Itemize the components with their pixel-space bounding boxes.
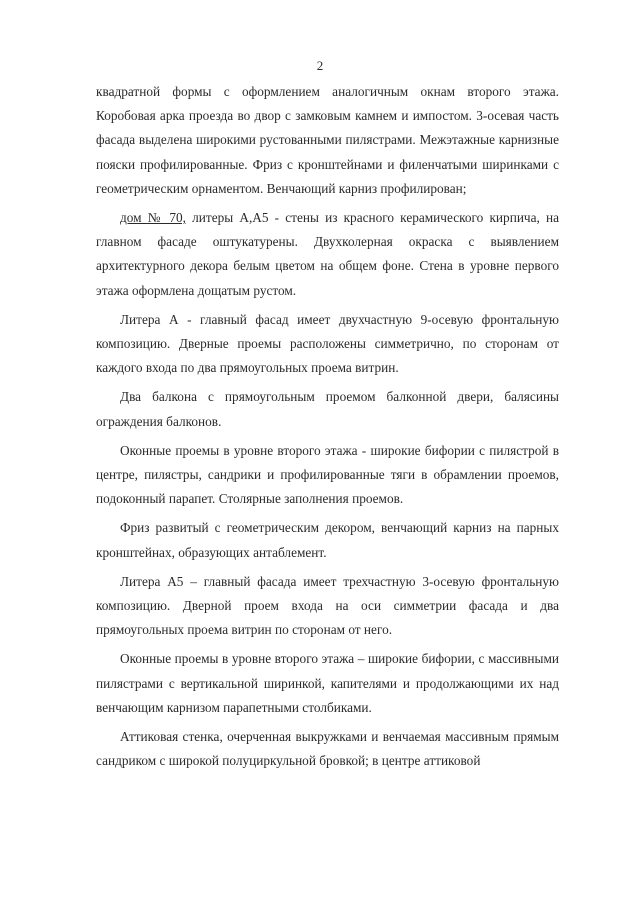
paragraph-frieze: Фриз развитый с геометрическим декором, венчающий карниз на парных кронштейнах, образующих антаблемент. [96, 520, 559, 560]
paragraph-windows-litera-a5: Оконные проемы в уровне второго этажа – широкие бифории, с массивными пилястрами с вертикальной ширинкой, капителями и продолжающими их над венчающим карнизом парапетными столбиками. [96, 651, 559, 715]
paragraph-litera-a: Литера А - главный фасад имеет двухчастную 9-осевую фронтальную композицию. Дверные проемы расположены симметрично, по сторонам от каждого входа по два прямоугольных проема витрин. [96, 311, 559, 376]
page-number: 2 [316, 58, 324, 73]
paragraph-windows-litera-a: Оконные проемы в уровне второго этажа - широкие бифории с пилястрой в центре, пилястры, сандрики и профилированные тяги в обрамлении проемов, подоконный парапет. Столярные заполнения проемов. [96, 442, 559, 507]
paragraph-house-70-text: литеры А,А5 - стены из красного керамического кирпича, на главном фасаде оштукатурены. Двухколерная окраска с выявлением архитектурного декора белым цветом на общем фоне. Стена в уровне первого этажа оформлена дощатым рустом. [96, 210, 560, 298]
paragraph-litera-a5: Литера А5 – главный фасада имеет трехчастную 3-осевую фронтальную композицию. Дверной проем входа на оси симметрии фасада и два прямоугольных проема витрин по сторонам от него. [96, 573, 559, 638]
paragraph-balconies: Два балкона с прямоугольным проемом балконной двери, балясины ограждения балконов. [96, 389, 559, 429]
paragraph-house-70 [96, 206, 559, 303]
house-number-label: дом № 70, [120, 210, 187, 226]
document-body [96, 80, 559, 773]
paragraph-attic-wall: Аттиковая стенка, очерченная выкружками и венчаемая массивным прямым сандриком с широкой полуциркульной бровкой; в центре аттиковой [96, 729, 559, 769]
paragraph-facade-continuation: квадратной формы с оформлением аналогичным окнам второго этажа. Коробовая арка проезда во двор с замковым камнем и импостом. 3-осевая часть фасада выделена широкими рустованными пилястрами. Межэтажные карнизные пояски профилированные. Фриз с кронштейнами и филенчатыми ширинками с геометрическим орнаментом. Венчающий карниз профилирован; [96, 84, 559, 196]
